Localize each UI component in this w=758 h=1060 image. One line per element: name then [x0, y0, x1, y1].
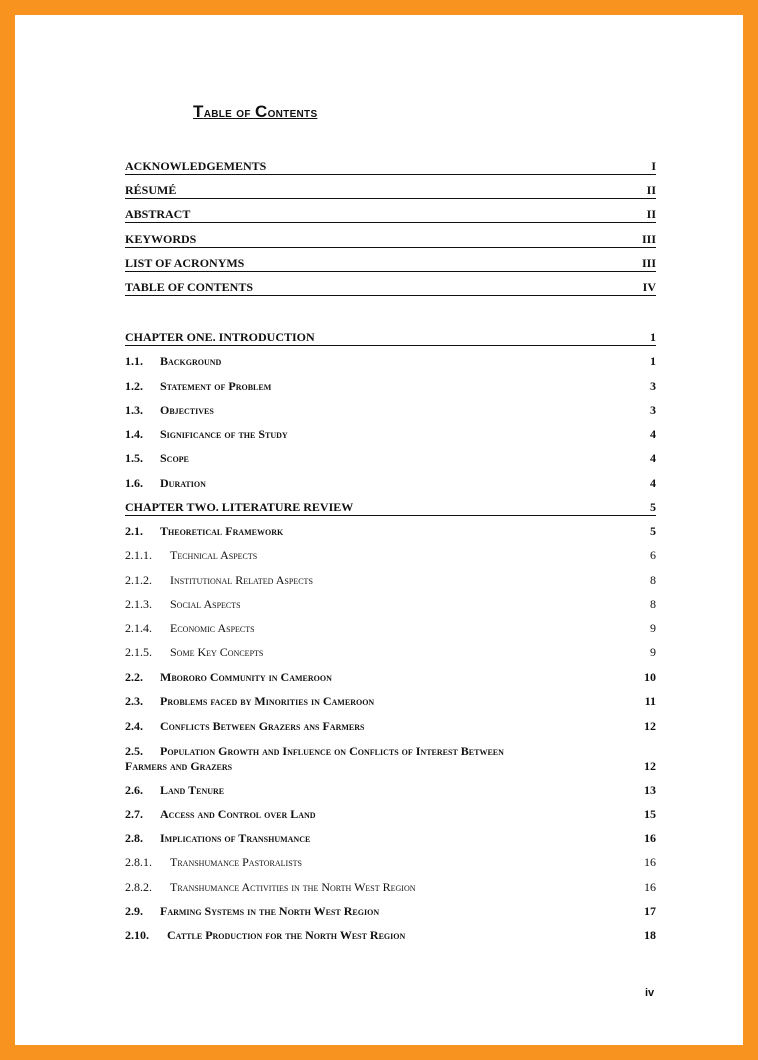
toc-section[interactable]: 1.2. Statement of Problem 3 [125, 379, 656, 393]
toc-chapter-one[interactable]: CHAPTER ONE. INTRODUCTION 1 [125, 330, 656, 344]
toc-subsection[interactable]: 2.8.1. Transhumance Pastoralists 16 [125, 855, 656, 869]
toc-entry[interactable]: ACKNOWLEDGEMENTS I [125, 159, 656, 173]
toc-entry[interactable]: LIST OF ACRONYMS III [125, 256, 656, 270]
toc-section[interactable]: 2.7. Access and Control over Land 15 [125, 807, 656, 821]
toc-subsection[interactable]: 2.1.2. Institutional Related Aspects 8 [125, 573, 656, 587]
toc-entry[interactable]: KEYWORDS III [125, 232, 656, 246]
toc-section-wrapped[interactable]: 2.5. Population Growth and Influence on Conflicts of Interest Between Farmers and Grazers 12 [125, 744, 656, 773]
toc-section[interactable]: 1.5. Scope 4 [125, 451, 656, 465]
toc-section[interactable]: 2.10. Cattle Production for the North West Region 18 [125, 928, 656, 942]
toc-entry[interactable]: ABSTRACT II [125, 207, 656, 221]
toc-section[interactable]: 2.2. Mbororo Community in Cameroon 10 [125, 670, 656, 684]
toc-section[interactable]: 2.3. Problems faced by Minorities in Cameroon 11 [125, 694, 656, 708]
toc-section[interactable]: 2.4. Conflicts Between Grazers ans Farmers 12 [125, 719, 656, 733]
toc-section[interactable]: 1.3. Objectives 3 [125, 403, 656, 417]
toc-subsection[interactable]: 2.1.4. Economic Aspects 9 [125, 621, 656, 635]
page-title: Table of Contents [193, 102, 318, 121]
toc-chapter-two[interactable]: CHAPTER TWO. LITERATURE REVIEW 5 [125, 500, 656, 514]
toc-section[interactable]: 2.9. Farming Systems in the North West Region 17 [125, 904, 656, 918]
toc-entry[interactable]: TABLE OF CONTENTS IV [125, 280, 656, 294]
toc-section[interactable]: 1.4. Significance of the Study 4 [125, 427, 656, 441]
toc-subsection[interactable]: 2.1.5. Some Key Concepts 9 [125, 645, 656, 659]
toc-entry[interactable]: RÉSUMÉ II [125, 183, 656, 197]
toc-section[interactable]: 1.1. Background 1 [125, 354, 656, 368]
toc-section[interactable]: 2.6. Land Tenure 13 [125, 783, 656, 797]
toc-subsection[interactable]: 2.8.2. Transhumance Activities in the North West Region 16 [125, 880, 656, 894]
toc-section[interactable]: 2.8. Implications of Transhumance 16 [125, 831, 656, 845]
toc-section[interactable]: 2.1. Theoretical Framework 5 [125, 524, 656, 538]
toc-subsection[interactable]: 2.1.1. Technical Aspects 6 [125, 548, 656, 562]
toc-section[interactable]: 1.6. Duration 4 [125, 476, 656, 490]
toc-subsection[interactable]: 2.1.3. Social Aspects 8 [125, 597, 656, 611]
page-number: iv [645, 987, 655, 999]
